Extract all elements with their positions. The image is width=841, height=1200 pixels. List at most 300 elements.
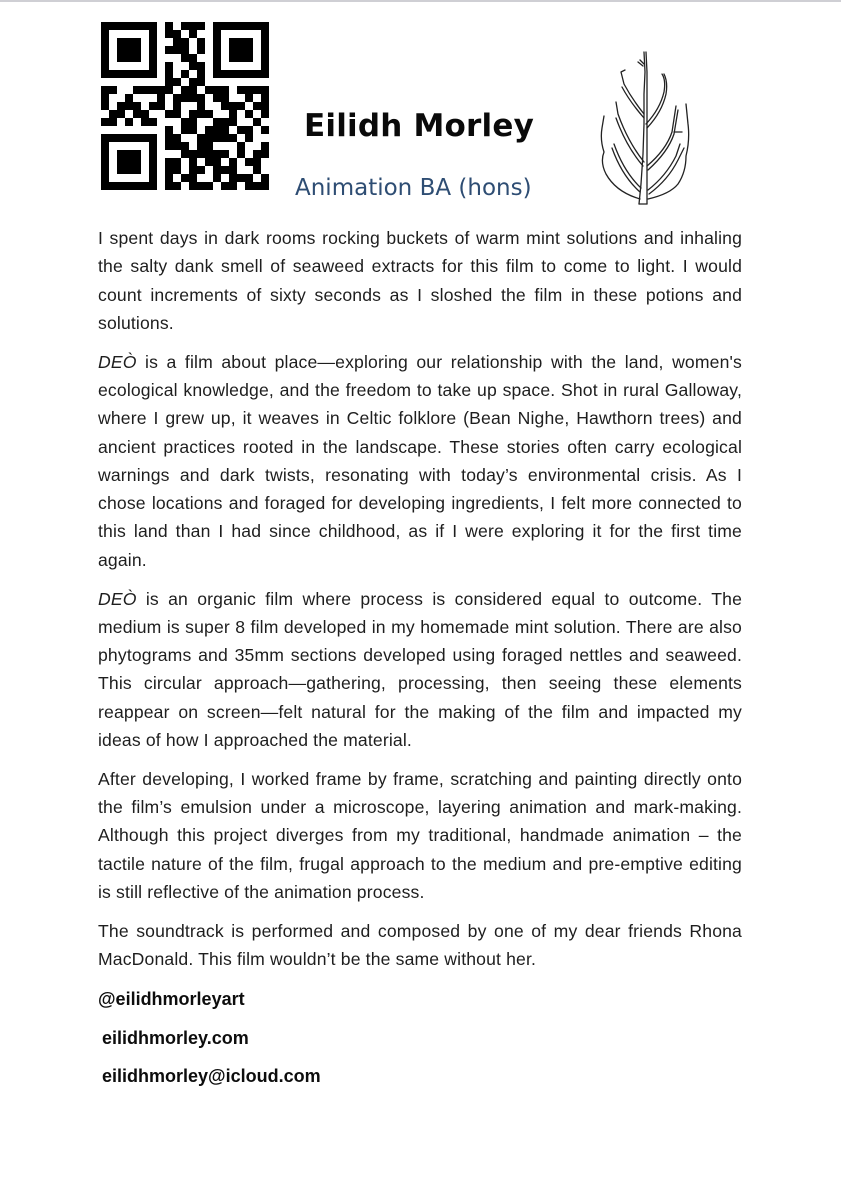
qr-module	[109, 126, 117, 134]
qr-module	[101, 150, 109, 158]
qr-module	[237, 94, 245, 102]
qr-module	[149, 158, 157, 166]
qr-module	[125, 126, 133, 134]
qr-module	[117, 78, 125, 86]
qr-module	[173, 94, 181, 102]
qr-module	[125, 22, 133, 30]
qr-module	[261, 182, 269, 190]
qr-module	[117, 38, 125, 46]
qr-module	[181, 158, 189, 166]
qr-module	[197, 150, 205, 158]
qr-module	[229, 182, 237, 190]
qr-module	[165, 150, 173, 158]
qr-module	[181, 38, 189, 46]
qr-module	[237, 54, 245, 62]
qr-module	[189, 110, 197, 118]
qr-module	[261, 94, 269, 102]
qr-module	[141, 54, 149, 62]
qr-module	[205, 54, 213, 62]
qr-module	[253, 38, 261, 46]
qr-module	[181, 30, 189, 38]
qr-module	[117, 30, 125, 38]
qr-module	[165, 78, 173, 86]
qr-module	[253, 102, 261, 110]
qr-module	[141, 150, 149, 158]
qr-module	[237, 134, 245, 142]
qr-module	[261, 102, 269, 110]
qr-module	[149, 22, 157, 30]
qr-module	[261, 158, 269, 166]
qr-module	[125, 54, 133, 62]
qr-module	[117, 118, 125, 126]
qr-module	[261, 54, 269, 62]
qr-module	[253, 62, 261, 70]
qr-module	[149, 102, 157, 110]
qr-module	[253, 166, 261, 174]
qr-module	[181, 62, 189, 70]
qr-module	[229, 126, 237, 134]
qr-module	[117, 126, 125, 134]
qr-module	[213, 22, 221, 30]
qr-module	[245, 30, 253, 38]
qr-module	[165, 158, 173, 166]
qr-module	[173, 30, 181, 38]
qr-module	[149, 70, 157, 78]
qr-module	[205, 142, 213, 150]
film-title: DEÒ	[98, 351, 137, 372]
qr-module	[109, 174, 117, 182]
qr-module	[189, 86, 197, 94]
qr-module	[189, 38, 197, 46]
qr-module	[165, 30, 173, 38]
qr-module	[165, 102, 173, 110]
qr-module	[189, 182, 197, 190]
qr-module	[245, 78, 253, 86]
qr-module	[213, 102, 221, 110]
qr-module	[253, 142, 261, 150]
qr-module	[221, 126, 229, 134]
qr-module	[157, 62, 165, 70]
qr-module	[117, 86, 125, 94]
qr-module	[173, 78, 181, 86]
qr-module	[173, 118, 181, 126]
qr-module	[237, 38, 245, 46]
qr-module	[149, 62, 157, 70]
qr-module	[133, 46, 141, 54]
qr-module	[141, 134, 149, 142]
qr-module	[173, 62, 181, 70]
qr-module	[165, 54, 173, 62]
qr-module	[173, 158, 181, 166]
qr-module	[253, 126, 261, 134]
qr-module	[261, 86, 269, 94]
qr-module	[229, 150, 237, 158]
qr-module	[101, 174, 109, 182]
qr-module	[173, 166, 181, 174]
qr-module	[229, 54, 237, 62]
film-title: DEÒ	[98, 588, 137, 609]
email-link[interactable]: eilidhmorley@icloud.com	[102, 1066, 321, 1086]
qr-module	[205, 158, 213, 166]
qr-module	[237, 62, 245, 70]
degree-subtitle: Animation BA (hons)	[295, 175, 532, 201]
qr-module	[253, 118, 261, 126]
qr-module	[133, 22, 141, 30]
qr-module	[141, 70, 149, 78]
qr-module	[221, 134, 229, 142]
qr-module	[221, 142, 229, 150]
qr-module	[157, 126, 165, 134]
paragraph-1	[98, 224, 742, 337]
qr-module	[205, 166, 213, 174]
qr-module	[173, 126, 181, 134]
qr-module	[189, 78, 197, 86]
qr-module	[245, 182, 253, 190]
qr-module	[109, 94, 117, 102]
qr-module	[101, 110, 109, 118]
qr-module	[189, 142, 197, 150]
qr-module	[165, 118, 173, 126]
qr-module	[205, 62, 213, 70]
qr-module	[245, 46, 253, 54]
qr-module	[125, 142, 133, 150]
qr-module	[261, 118, 269, 126]
qr-module	[141, 94, 149, 102]
qr-module	[197, 118, 205, 126]
qr-module	[117, 54, 125, 62]
qr-module	[197, 94, 205, 102]
qr-module	[245, 102, 253, 110]
qr-module	[125, 174, 133, 182]
qr-module	[213, 126, 221, 134]
qr-module	[117, 158, 125, 166]
qr-module	[221, 62, 229, 70]
qr-module	[165, 142, 173, 150]
qr-module	[205, 46, 213, 54]
qr-module	[149, 142, 157, 150]
qr-module	[205, 94, 213, 102]
qr-module	[133, 38, 141, 46]
qr-module	[173, 110, 181, 118]
qr-module	[165, 94, 173, 102]
qr-module	[205, 86, 213, 94]
qr-module	[253, 30, 261, 38]
qr-module	[229, 30, 237, 38]
qr-module	[221, 182, 229, 190]
qr-module	[181, 94, 189, 102]
qr-module	[205, 78, 213, 86]
qr-module	[205, 38, 213, 46]
qr-module	[109, 62, 117, 70]
qr-module	[181, 166, 189, 174]
instagram-handle-link[interactable]: @eilidhmorleyart	[98, 989, 245, 1009]
qr-module	[109, 142, 117, 150]
qr-module	[189, 22, 197, 30]
qr-module	[237, 30, 245, 38]
qr-module	[189, 158, 197, 166]
qr-module	[253, 94, 261, 102]
qr-module	[205, 22, 213, 30]
qr-module	[229, 158, 237, 166]
qr-module	[261, 134, 269, 142]
qr-module	[221, 46, 229, 54]
qr-module	[149, 94, 157, 102]
qr-module	[213, 142, 221, 150]
qr-module	[205, 70, 213, 78]
qr-module	[261, 78, 269, 86]
qr-module	[245, 142, 253, 150]
qr-module	[141, 142, 149, 150]
qr-module	[189, 46, 197, 54]
qr-module	[205, 30, 213, 38]
qr-module	[181, 54, 189, 62]
qr-module	[237, 78, 245, 86]
qr-module	[221, 118, 229, 126]
qr-module	[149, 78, 157, 86]
qr-module	[261, 22, 269, 30]
qr-module	[117, 22, 125, 30]
qr-module	[149, 134, 157, 142]
qr-module	[253, 174, 261, 182]
qr-module	[221, 30, 229, 38]
qr-module	[173, 142, 181, 150]
qr-module	[141, 86, 149, 94]
qr-module	[109, 182, 117, 190]
qr-module	[133, 78, 141, 86]
qr-module	[237, 166, 245, 174]
qr-module	[141, 110, 149, 118]
qr-module	[109, 150, 117, 158]
qr-module	[261, 166, 269, 174]
qr-module	[125, 46, 133, 54]
qr-module	[141, 182, 149, 190]
qr-module	[261, 30, 269, 38]
qr-module	[109, 118, 117, 126]
qr-module	[197, 70, 205, 78]
qr-module	[125, 118, 133, 126]
qr-module	[213, 54, 221, 62]
qr-module	[197, 38, 205, 46]
qr-module	[165, 38, 173, 46]
contact-list	[98, 987, 321, 1103]
qr-module	[133, 62, 141, 70]
qr-module	[173, 102, 181, 110]
qr-code-icon	[101, 22, 269, 190]
qr-module	[229, 78, 237, 86]
qr-module	[189, 118, 197, 126]
qr-module	[229, 110, 237, 118]
qr-module	[253, 46, 261, 54]
qr-module	[197, 22, 205, 30]
qr-module	[229, 166, 237, 174]
qr-module	[221, 158, 229, 166]
qr-module	[253, 158, 261, 166]
qr-module	[101, 102, 109, 110]
qr-module	[173, 46, 181, 54]
qr-module	[181, 70, 189, 78]
qr-module	[149, 30, 157, 38]
qr-module	[101, 22, 109, 30]
qr-module	[221, 22, 229, 30]
qr-module	[221, 54, 229, 62]
qr-module	[133, 30, 141, 38]
qr-module	[237, 110, 245, 118]
qr-module	[181, 150, 189, 158]
qr-module	[261, 46, 269, 54]
qr-module	[117, 182, 125, 190]
qr-module	[149, 54, 157, 62]
qr-module	[253, 78, 261, 86]
qr-module	[253, 54, 261, 62]
qr-module	[245, 110, 253, 118]
qr-module	[133, 182, 141, 190]
qr-module	[109, 86, 117, 94]
qr-module	[101, 94, 109, 102]
qr-module	[189, 54, 197, 62]
qr-module	[133, 118, 141, 126]
qr-module	[253, 110, 261, 118]
qr-module	[205, 126, 213, 134]
qr-module	[157, 22, 165, 30]
qr-module	[189, 150, 197, 158]
qr-module	[197, 166, 205, 174]
qr-module	[157, 46, 165, 54]
qr-module	[141, 158, 149, 166]
qr-module	[157, 102, 165, 110]
paragraph-3	[98, 585, 742, 755]
qr-module	[149, 86, 157, 94]
qr-module	[181, 118, 189, 126]
qr-module	[157, 70, 165, 78]
qr-module	[157, 182, 165, 190]
qr-module	[253, 182, 261, 190]
qr-module	[245, 70, 253, 78]
qr-module	[189, 166, 197, 174]
qr-module	[245, 38, 253, 46]
qr-module	[141, 22, 149, 30]
qr-module	[197, 86, 205, 94]
qr-module	[173, 38, 181, 46]
qr-module	[165, 110, 173, 118]
paragraph-text: is an organic film where process is considered equal to outcome. The medium is super 8 film developed in my homemade mint solution. There are also phytograms and 35mm sections developed using foraged nettles and seaweed. This circular approach—gathering, processing, then seeing these elements reappear on screen—felt natural for the making of the film and impacted my ideas of how I approached the material.	[98, 588, 742, 751]
qr-module	[149, 150, 157, 158]
qr-module	[117, 142, 125, 150]
leaf-drawing-icon	[594, 44, 694, 208]
qr-module	[117, 102, 125, 110]
qr-module	[221, 70, 229, 78]
qr-module	[117, 62, 125, 70]
qr-module	[101, 38, 109, 46]
qr-module	[213, 118, 221, 126]
qr-module	[181, 22, 189, 30]
qr-module	[165, 166, 173, 174]
qr-module	[245, 158, 253, 166]
website-link[interactable]: eilidhmorley.com	[102, 1027, 249, 1048]
qr-module	[109, 102, 117, 110]
qr-module	[237, 126, 245, 134]
qr-module	[157, 54, 165, 62]
qr-module	[229, 86, 237, 94]
qr-module	[197, 142, 205, 150]
qr-module	[221, 94, 229, 102]
qr-module	[101, 166, 109, 174]
qr-module	[157, 86, 165, 94]
qr-module	[189, 102, 197, 110]
qr-module	[101, 158, 109, 166]
qr-module	[213, 182, 221, 190]
qr-module	[245, 118, 253, 126]
qr-module	[165, 70, 173, 78]
page-top-border	[0, 0, 841, 2]
qr-module	[205, 182, 213, 190]
qr-module	[197, 110, 205, 118]
qr-module	[261, 126, 269, 134]
qr-module	[237, 86, 245, 94]
qr-module	[213, 78, 221, 86]
qr-module	[213, 62, 221, 70]
qr-module	[229, 38, 237, 46]
qr-module	[213, 30, 221, 38]
qr-module	[245, 62, 253, 70]
qr-module	[165, 86, 173, 94]
qr-module	[189, 62, 197, 70]
qr-module	[157, 142, 165, 150]
qr-module	[165, 126, 173, 134]
qr-module	[157, 30, 165, 38]
qr-module	[261, 150, 269, 158]
qr-module	[173, 22, 181, 30]
qr-module	[181, 46, 189, 54]
qr-module	[149, 174, 157, 182]
qr-module	[197, 126, 205, 134]
qr-module	[245, 94, 253, 102]
qr-module	[101, 70, 109, 78]
qr-module	[229, 142, 237, 150]
qr-module	[149, 110, 157, 118]
qr-module	[181, 126, 189, 134]
artist-name: Eilidh Morley	[304, 108, 534, 144]
qr-module	[229, 102, 237, 110]
qr-module	[181, 78, 189, 86]
qr-module	[149, 118, 157, 126]
paragraph-text: The soundtrack is performed and composed by one of my dear friends Rhona MacDonald. This film wouldn’t be the same without her.	[98, 920, 742, 970]
qr-module	[221, 38, 229, 46]
qr-module	[133, 134, 141, 142]
qr-module	[109, 38, 117, 46]
qr-module	[157, 94, 165, 102]
qr-module	[125, 150, 133, 158]
qr-module	[109, 158, 117, 166]
qr-module	[189, 134, 197, 142]
qr-module	[133, 158, 141, 166]
qr-module	[253, 150, 261, 158]
qr-module	[157, 38, 165, 46]
qr-module	[253, 70, 261, 78]
qr-module	[149, 182, 157, 190]
paragraph-2	[98, 348, 742, 574]
qr-module	[157, 166, 165, 174]
qr-module	[165, 174, 173, 182]
qr-module	[213, 70, 221, 78]
qr-module	[109, 134, 117, 142]
qr-module	[109, 110, 117, 118]
qr-module	[173, 174, 181, 182]
qr-module	[245, 22, 253, 30]
qr-module	[261, 62, 269, 70]
qr-module	[101, 54, 109, 62]
qr-module	[109, 30, 117, 38]
qr-module	[125, 78, 133, 86]
